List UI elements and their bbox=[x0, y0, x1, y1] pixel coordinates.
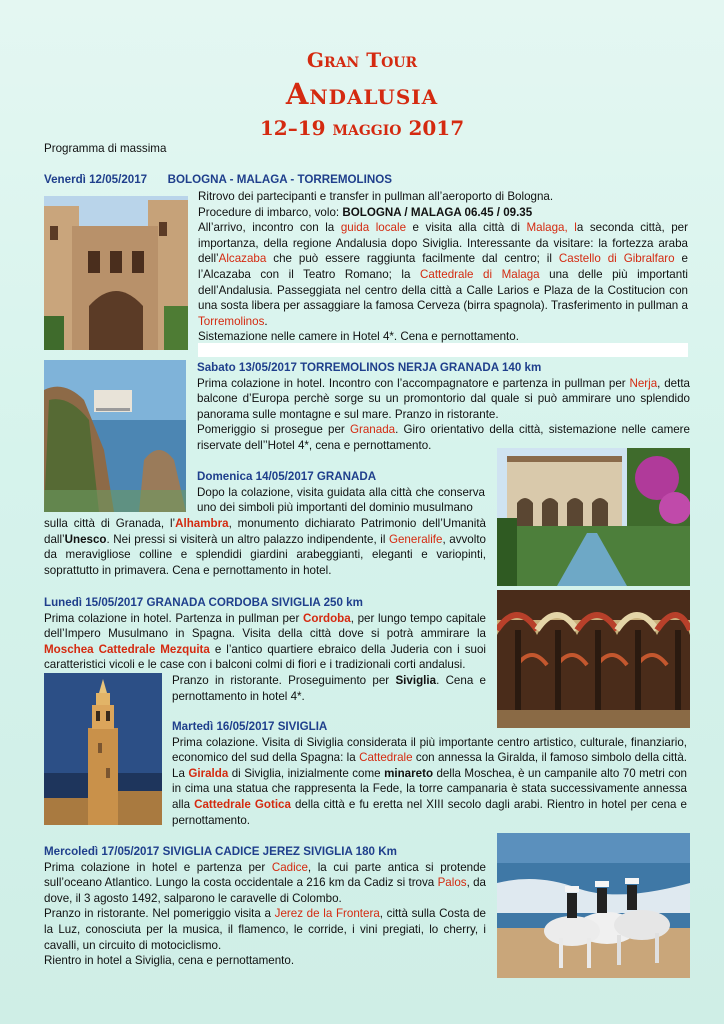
day6-p2 bbox=[44, 906, 486, 953]
day6-p1 bbox=[44, 860, 486, 907]
day2-text bbox=[197, 360, 690, 454]
link-cordoba: Cordoba bbox=[303, 611, 351, 625]
link-guida-locale: guida locale bbox=[340, 221, 407, 235]
nerja-photo bbox=[44, 360, 186, 512]
link-cattedrale-malaga: Cattedrale di Malaga bbox=[420, 267, 540, 281]
day2-header: Sabato 13/05/2017 TORREMOLINOS NERJA GRANADA 140 km bbox=[197, 361, 542, 374]
link-cattedrale-gotica: Cattedrale Gotica bbox=[194, 797, 291, 811]
title-andalusia: Andalusia bbox=[285, 77, 439, 111]
link-generalife: Generalife bbox=[388, 532, 443, 546]
day3-p2c: . Nei pressi si visiterà un altro palazzo indipendente, il bbox=[106, 532, 389, 546]
link-cattedrale: Cattedrale bbox=[359, 751, 413, 765]
link-castello: Castello di Gibralfaro bbox=[558, 252, 675, 266]
link-malaga: Malaga, l bbox=[526, 221, 577, 235]
day6-p3: Rientro in hotel a Siviglia, cena e pernottamento. bbox=[44, 954, 295, 968]
day5-p1e: della città e fu eretta nel XIII secolo dagli arabi. Rientro in hotel per cena e pernottamento. bbox=[172, 797, 687, 827]
day3-p2b: , monumento dichiarato Patrimonio dell’Umanità dall’ bbox=[44, 517, 486, 546]
day1-date: Venerdì 12/05/2017 bbox=[44, 173, 148, 186]
day1-header bbox=[44, 172, 392, 188]
day4-p2b: . Cena e pernottamento in hotel 4*. bbox=[172, 674, 487, 703]
day1-p3a: All’arrivo, incontro con la bbox=[198, 221, 341, 235]
link-nerja: Nerja bbox=[629, 376, 658, 390]
link-torremolinos: Torremolinos bbox=[198, 314, 265, 328]
giralda-photo bbox=[44, 673, 162, 825]
day2-p1a: Prima colazione in hotel. Incontro con l’accompagnatore e partenza in pullman per bbox=[197, 376, 630, 390]
day6-p1c: , da dove, il 3 agosto 1492, salparono le caravelle di Colombo. bbox=[44, 876, 486, 905]
day3-p2d: , avvolto da meravigliose colline e splendidi giardini arabeggianti, eleganti e variopinti, soprattutto in primavera. Cena e pernottamento in hotel. bbox=[44, 532, 486, 577]
day3-p2a: sulla città di Granada, l’ bbox=[44, 517, 176, 530]
day2-p1b: , detta balcone d’Europa perchè sorge su un promontorio dal quale si può ammirare uno splendido panorama sulle montagne e sul mare. Pranzo in ristorante. bbox=[197, 376, 690, 421]
link-jerez: Jerez de la Frontera bbox=[274, 907, 380, 921]
title-dates: 12–19 maggio 2017 bbox=[259, 116, 465, 140]
day1-p4: Sistemazione nelle camere in Hotel 4*. Cena e pernottamento. bbox=[198, 330, 519, 344]
day2-p2b: . Giro orientativo della città, sistemazione nelle camere riservate dell’’Hotel 4*, cena e pernottamento. bbox=[197, 423, 690, 452]
mezquita-photo bbox=[497, 590, 690, 728]
day4-p1a: Prima colazione in hotel. Partenza in pullman per bbox=[44, 611, 304, 625]
day5-text bbox=[172, 719, 687, 828]
day4-p2a: Pranzo in ristorante. Proseguimento per bbox=[172, 674, 396, 687]
day3-text-top bbox=[197, 469, 485, 516]
day6-text bbox=[44, 844, 486, 969]
day5-p1d: della Moschea, è un campanile alto 70 metri con in cima una statua che rappresenta la Fede, la torre campanaria è stata successivamente annessa alla bbox=[172, 766, 688, 811]
day1-p1: Ritrovo dei partecipanti e transfer in pullman all’aeroporto di Bologna. bbox=[198, 190, 554, 203]
day6-p2a: Pranzo in ristorante. Nel pomeriggio visita a bbox=[44, 907, 275, 921]
day3-text-bottom bbox=[44, 516, 486, 578]
day1-p3g: . bbox=[264, 314, 268, 328]
day6-header: Mercoledì 17/05/2017 SIVIGLIA CADICE JEREZ SIVIGLIA 180 Km bbox=[44, 845, 397, 858]
unesco-text: Unesco bbox=[64, 532, 107, 546]
link-palos: Palos bbox=[437, 876, 467, 890]
link-alcazaba: Alcazaba bbox=[218, 252, 267, 266]
siviglia-text: Siviglia bbox=[395, 674, 437, 687]
day1-p3c: a seconda città, per importanza, della regione Andalusia dopo Siviglia. Interessante da visitare: la fortezza araba dell’ bbox=[198, 221, 688, 266]
malaga-photo bbox=[44, 196, 188, 350]
flight-info: BOLOGNA / MALAGA 06.45 / 09.35 bbox=[342, 205, 533, 219]
white-strip bbox=[198, 343, 688, 357]
day1-p3e: e l’Alcazaba con il Teatro Romano; la bbox=[198, 252, 688, 281]
link-granada: Granada bbox=[349, 423, 396, 437]
day5-header: Martedì 16/05/2017 SIVIGLIA bbox=[172, 720, 328, 733]
day1-route: BOLOGNA - MALAGA - TORREMOLINOS bbox=[167, 173, 392, 186]
day6-p1a: Prima colazione in hotel e partenza per bbox=[44, 860, 272, 874]
minareto-text: minareto bbox=[384, 766, 434, 780]
day4-p1 bbox=[44, 611, 486, 673]
day2-p2a: Pomeriggio si prosegue per bbox=[197, 423, 350, 437]
day4-text-bottom bbox=[172, 673, 486, 704]
day1-p3b: e visita alla città di bbox=[406, 221, 527, 235]
day5-p1b: con annessa la Giralda, il famoso simbolo della città. La bbox=[172, 751, 688, 780]
day6-p2b: , città sulla Costa de la Luz, conosciuta per la musica, il flamenco, le corride, i vini pregiati, lo cherry, i cavalli, un circuito di motociclismo. bbox=[44, 907, 486, 952]
day2-p1 bbox=[197, 376, 690, 423]
link-mezquita: Moschea Cattedrale Mezquita bbox=[44, 642, 210, 656]
intro-text: Programma di massima bbox=[44, 142, 167, 155]
link-cadice: Cadice bbox=[271, 860, 308, 874]
link-giralda: Giralda bbox=[188, 766, 229, 780]
day3-p1: Dopo la colazione, visita guidata alla città che conserva uno dei simboli più importanti del dominio musulmano bbox=[197, 485, 485, 515]
day1-p3f: una delle più importanti dell’Andalusia. Passeggiata nel centro della città a Calle Larios e Plaza de la Costitucion con una sosta libera per assaggiare la famosa Cerveza (birra spagnola). Trasferimento in pullman a bbox=[198, 267, 688, 313]
day4-text-top bbox=[44, 595, 486, 673]
title-gran-tour: Gran Tour bbox=[306, 48, 418, 72]
day4-p1b: , per lungo tempo capitale dell’Impero Musulmano in Spagna. Visita della città dove si potrà ammirare la bbox=[44, 611, 487, 641]
day5-p1a: Prima colazione. Visita di Siviglia considerata il più importante centro artistico, culturale, finanziario, economico del sud della Spagna: la bbox=[172, 735, 687, 765]
day6-p1b: , la cui parte antica si protende sull’oceano Atlantico. Lungo la costa occidentale a 216 km da Cadiz si trova bbox=[44, 860, 486, 890]
day3-header: Domenica 14/05/2017 GRANADA bbox=[197, 470, 377, 483]
link-alhambra: Alhambra bbox=[175, 517, 229, 530]
day1-p2-text: Procedure di imbarco, volo: bbox=[198, 205, 343, 219]
day1-p2 bbox=[198, 205, 688, 221]
day1-text bbox=[198, 189, 688, 345]
jerez-horses-photo bbox=[497, 833, 690, 978]
day5-p1c: di Siviglia, inizialmente come bbox=[228, 766, 385, 780]
day1-p3d: che può essere raggiunta facilmente dal centro; il bbox=[266, 252, 559, 266]
alhambra-photo bbox=[497, 448, 690, 586]
day4-header: Lunedì 15/05/2017 GRANADA CORDOBA SIVIGLIA 250 km bbox=[44, 596, 363, 609]
day1-p3 bbox=[198, 220, 688, 329]
day4-p1c: e l’antico quartiere ebraico della Juderia con i suoi caratteristici vicoli e le case con i balconi colmi di fiori e i tradizionali corti andalusi. bbox=[44, 642, 486, 672]
day5-p1 bbox=[172, 735, 687, 829]
